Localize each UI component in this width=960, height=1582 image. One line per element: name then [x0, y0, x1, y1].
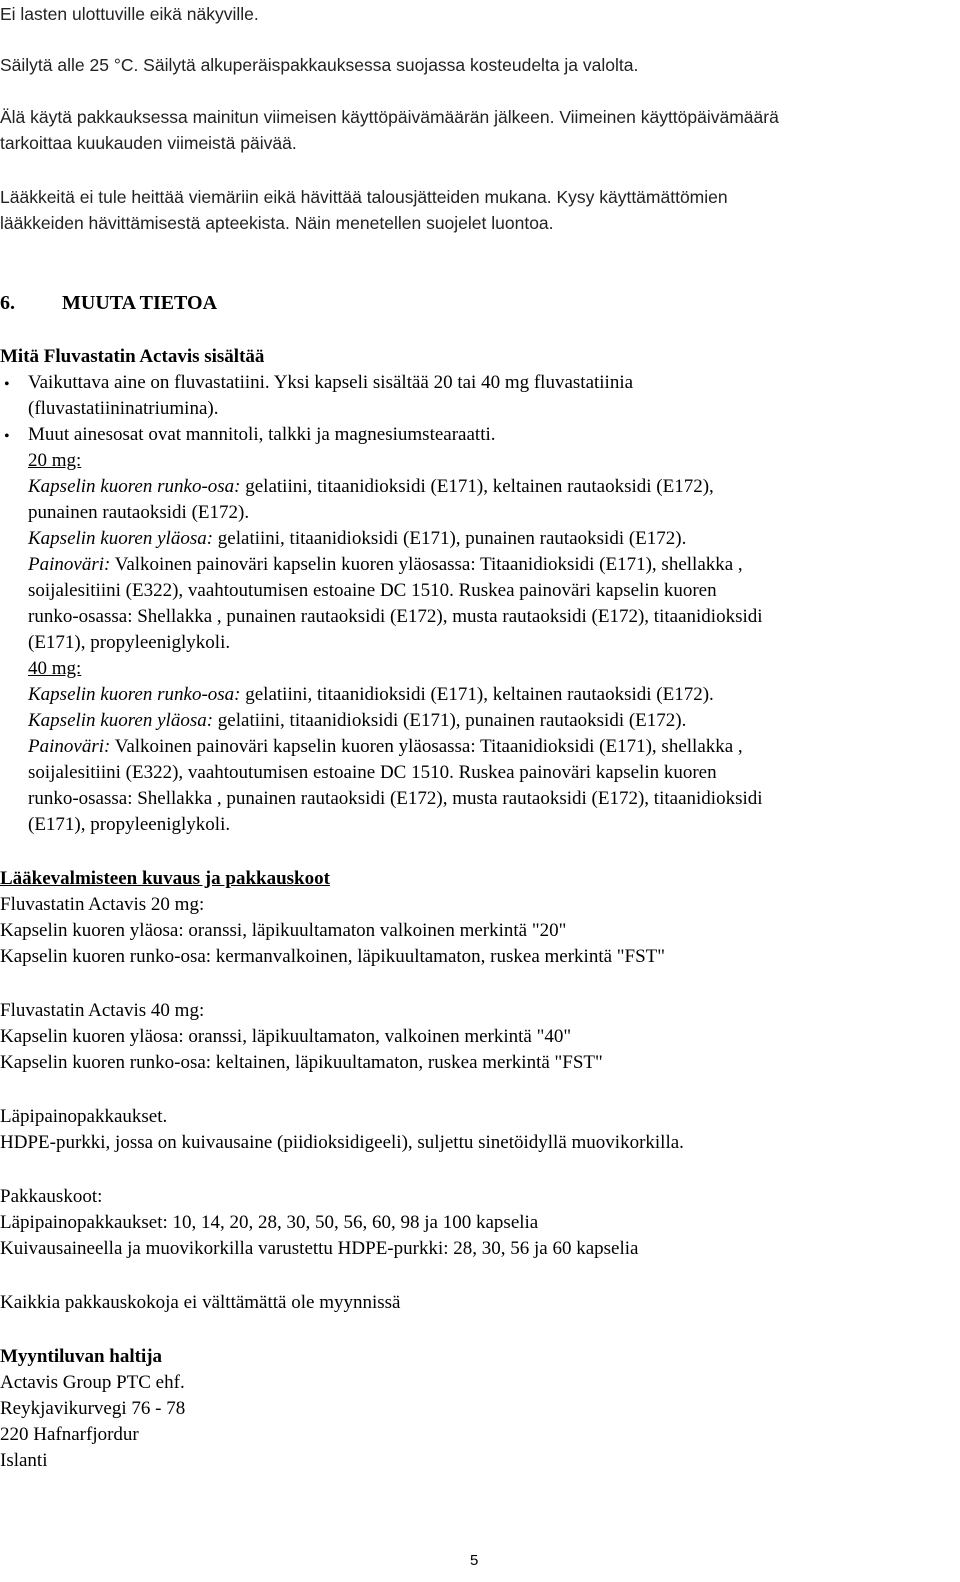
not-all-marketed: Kaikkia pakkauskokoja ei välttämättä ole myynnissä	[0, 1292, 401, 1313]
dose-40-body-line	[28, 682, 714, 708]
section-title: MUUTA TIETOA	[62, 292, 218, 314]
dose-40-label: 40 mg:	[28, 658, 82, 679]
product-20-cap: Kapselin kuoren yläosa: oranssi, läpikuultamaton valkoinen merkintä "20"	[0, 920, 567, 941]
dose-20-body-label: Kapselin kuoren runko-osa:	[28, 476, 241, 497]
storage-line-1: Ei lasten ulottuville eikä näkyville.	[0, 4, 259, 24]
section-number: 6.	[0, 292, 15, 314]
dose-20-ink-label: Painoväri:	[28, 554, 111, 575]
contents-heading: Mitä Fluvastatin Actavis sisältää	[0, 346, 265, 367]
pack-sizes-hdpe: Kuivausaineella ja muovikorkilla varustettu HDPE-purkki: 28, 30, 56 ja 60 kapselia	[0, 1238, 639, 1259]
bullet-icon: •	[4, 428, 10, 445]
dose-40-ink-line-3: runko-osassa: Shellakka , punainen rautaoksidi (E172), musta rautaoksidi (E172), titaanidioksidi	[28, 788, 763, 809]
pack-sizes-blister: Läpipainopakkaukset: 10, 14, 20, 28, 30, 50, 56, 60, 98 ja 100 kapselia	[0, 1212, 539, 1233]
dose-40-cap-line	[28, 708, 686, 734]
expiry-line-1: Älä käytä pakkauksessa mainitun viimeisen käyttöpäivämäärän jälkeen. Viimeinen käyttöpäivämäärä	[0, 107, 779, 127]
product-40-title: Fluvastatin Actavis 40 mg:	[0, 1000, 205, 1021]
dose-40-ink-line-2: soijalesitiini (E322), vaahtoutumisen estoaine DC 1510. Ruskea painoväri kapselin kuoren	[28, 762, 717, 783]
dose-40-ink-text: Valkoinen painoväri kapselin kuoren yläosassa: Titaanidioksidi (E171), shellakka ,	[110, 736, 743, 757]
dose-20-body-text: gelatiini, titaanidioksidi (E171), keltainen rautaoksidi (E172),	[240, 476, 714, 497]
dose-40-body-text: gelatiini, titaanidioksidi (E171), keltainen rautaoksidi (E172).	[240, 684, 714, 705]
dose-20-ink-line-3: runko-osassa: Shellakka , punainen rautaoksidi (E172), musta rautaoksidi (E172), titaanidioksidi	[28, 606, 763, 627]
hdpe-text: HDPE-purkki, jossa on kuivausaine (piidioksidigeeli), suljettu sinetöidyllä muovikorkilla.	[0, 1132, 684, 1153]
dose-20-ink-text: Valkoinen painoväri kapselin kuoren yläosassa: Titaanidioksidi (E171), shellakka ,	[110, 554, 743, 575]
product-20-title: Fluvastatin Actavis 20 mg:	[0, 894, 205, 915]
dose-20-body-line-1	[28, 474, 714, 500]
expiry-line-2: tarkoittaa kuukauden viimeistä päivää.	[0, 133, 297, 153]
disposal-line-2: lääkkeiden hävittämisestä apteekista. Näin menetellen suojelet luontoa.	[0, 213, 554, 233]
dose-20-cap-line	[28, 526, 686, 552]
dose-20-label: 20 mg:	[28, 450, 82, 471]
dose-20-ink-line-2: soijalesitiini (E322), vaahtoutumisen estoaine DC 1510. Ruskea painoväri kapselin kuoren	[28, 580, 717, 601]
dose-20-cap-label: Kapselin kuoren yläosa:	[28, 528, 214, 549]
dose-40-ink-line-1	[28, 734, 743, 760]
description-heading: Lääkevalmisteen kuvaus ja pakkauskoot	[0, 868, 330, 889]
bullet-icon: •	[4, 376, 10, 393]
blister-text: Läpipainopakkaukset.	[0, 1106, 168, 1127]
page-number: 5	[470, 1552, 479, 1569]
dose-40-ink-label: Painoväri:	[28, 736, 111, 757]
holder-street: Reykjavikurvegi 76 - 78	[0, 1398, 186, 1419]
storage-line-2: Säilytä alle 25 °C. Säilytä alkuperäispakkauksessa suojassa kosteudelta ja valolta.	[0, 55, 639, 75]
active-substance-line-2: (fluvastatiininatriumina).	[28, 398, 219, 419]
dose-20-ink-line-4: (E171), propyleeniglykoli.	[28, 632, 231, 653]
dose-20-cap-text: gelatiini, titaanidioksidi (E171), punainen rautaoksidi (E172).	[213, 528, 687, 549]
product-20-body: Kapselin kuoren runko-osa: kermanvalkoinen, läpikuultamaton, ruskea merkintä "FST"	[0, 946, 666, 967]
holder-heading: Myyntiluvan haltija	[0, 1346, 163, 1367]
product-40-body: Kapselin kuoren runko-osa: keltainen, läpikuultamaton, ruskea merkintä "FST"	[0, 1052, 603, 1073]
dose-40-cap-label: Kapselin kuoren yläosa:	[28, 710, 214, 731]
dose-40-body-label: Kapselin kuoren runko-osa:	[28, 684, 241, 705]
dose-20-body-line-2: punainen rautaoksidi (E172).	[28, 502, 250, 523]
holder-country: Islanti	[0, 1450, 48, 1471]
active-substance-line-1: Vaikuttava aine on fluvastatiini. Yksi kapseli sisältää 20 tai 40 mg fluvastatiinia	[28, 372, 634, 393]
holder-name: Actavis Group PTC ehf.	[0, 1372, 185, 1393]
pack-sizes-title: Pakkauskoot:	[0, 1186, 103, 1207]
excipients-line: Muut ainesosat ovat mannitoli, talkki ja magnesiumstearaatti.	[28, 424, 496, 445]
holder-city: 220 Hafnarfjordur	[0, 1424, 139, 1445]
dose-40-cap-text: gelatiini, titaanidioksidi (E171), punainen rautaoksidi (E172).	[213, 710, 687, 731]
disposal-line-1: Lääkkeitä ei tule heittää viemäriin eikä hävittää talousjätteiden mukana. Kysy käyttämättömien	[0, 187, 728, 207]
dose-40-ink-line-4: (E171), propyleeniglykoli.	[28, 814, 231, 835]
product-40-cap: Kapselin kuoren yläosa: oranssi, läpikuultamaton, valkoinen merkintä "40"	[0, 1026, 572, 1047]
dose-20-ink-line-1	[28, 552, 743, 578]
